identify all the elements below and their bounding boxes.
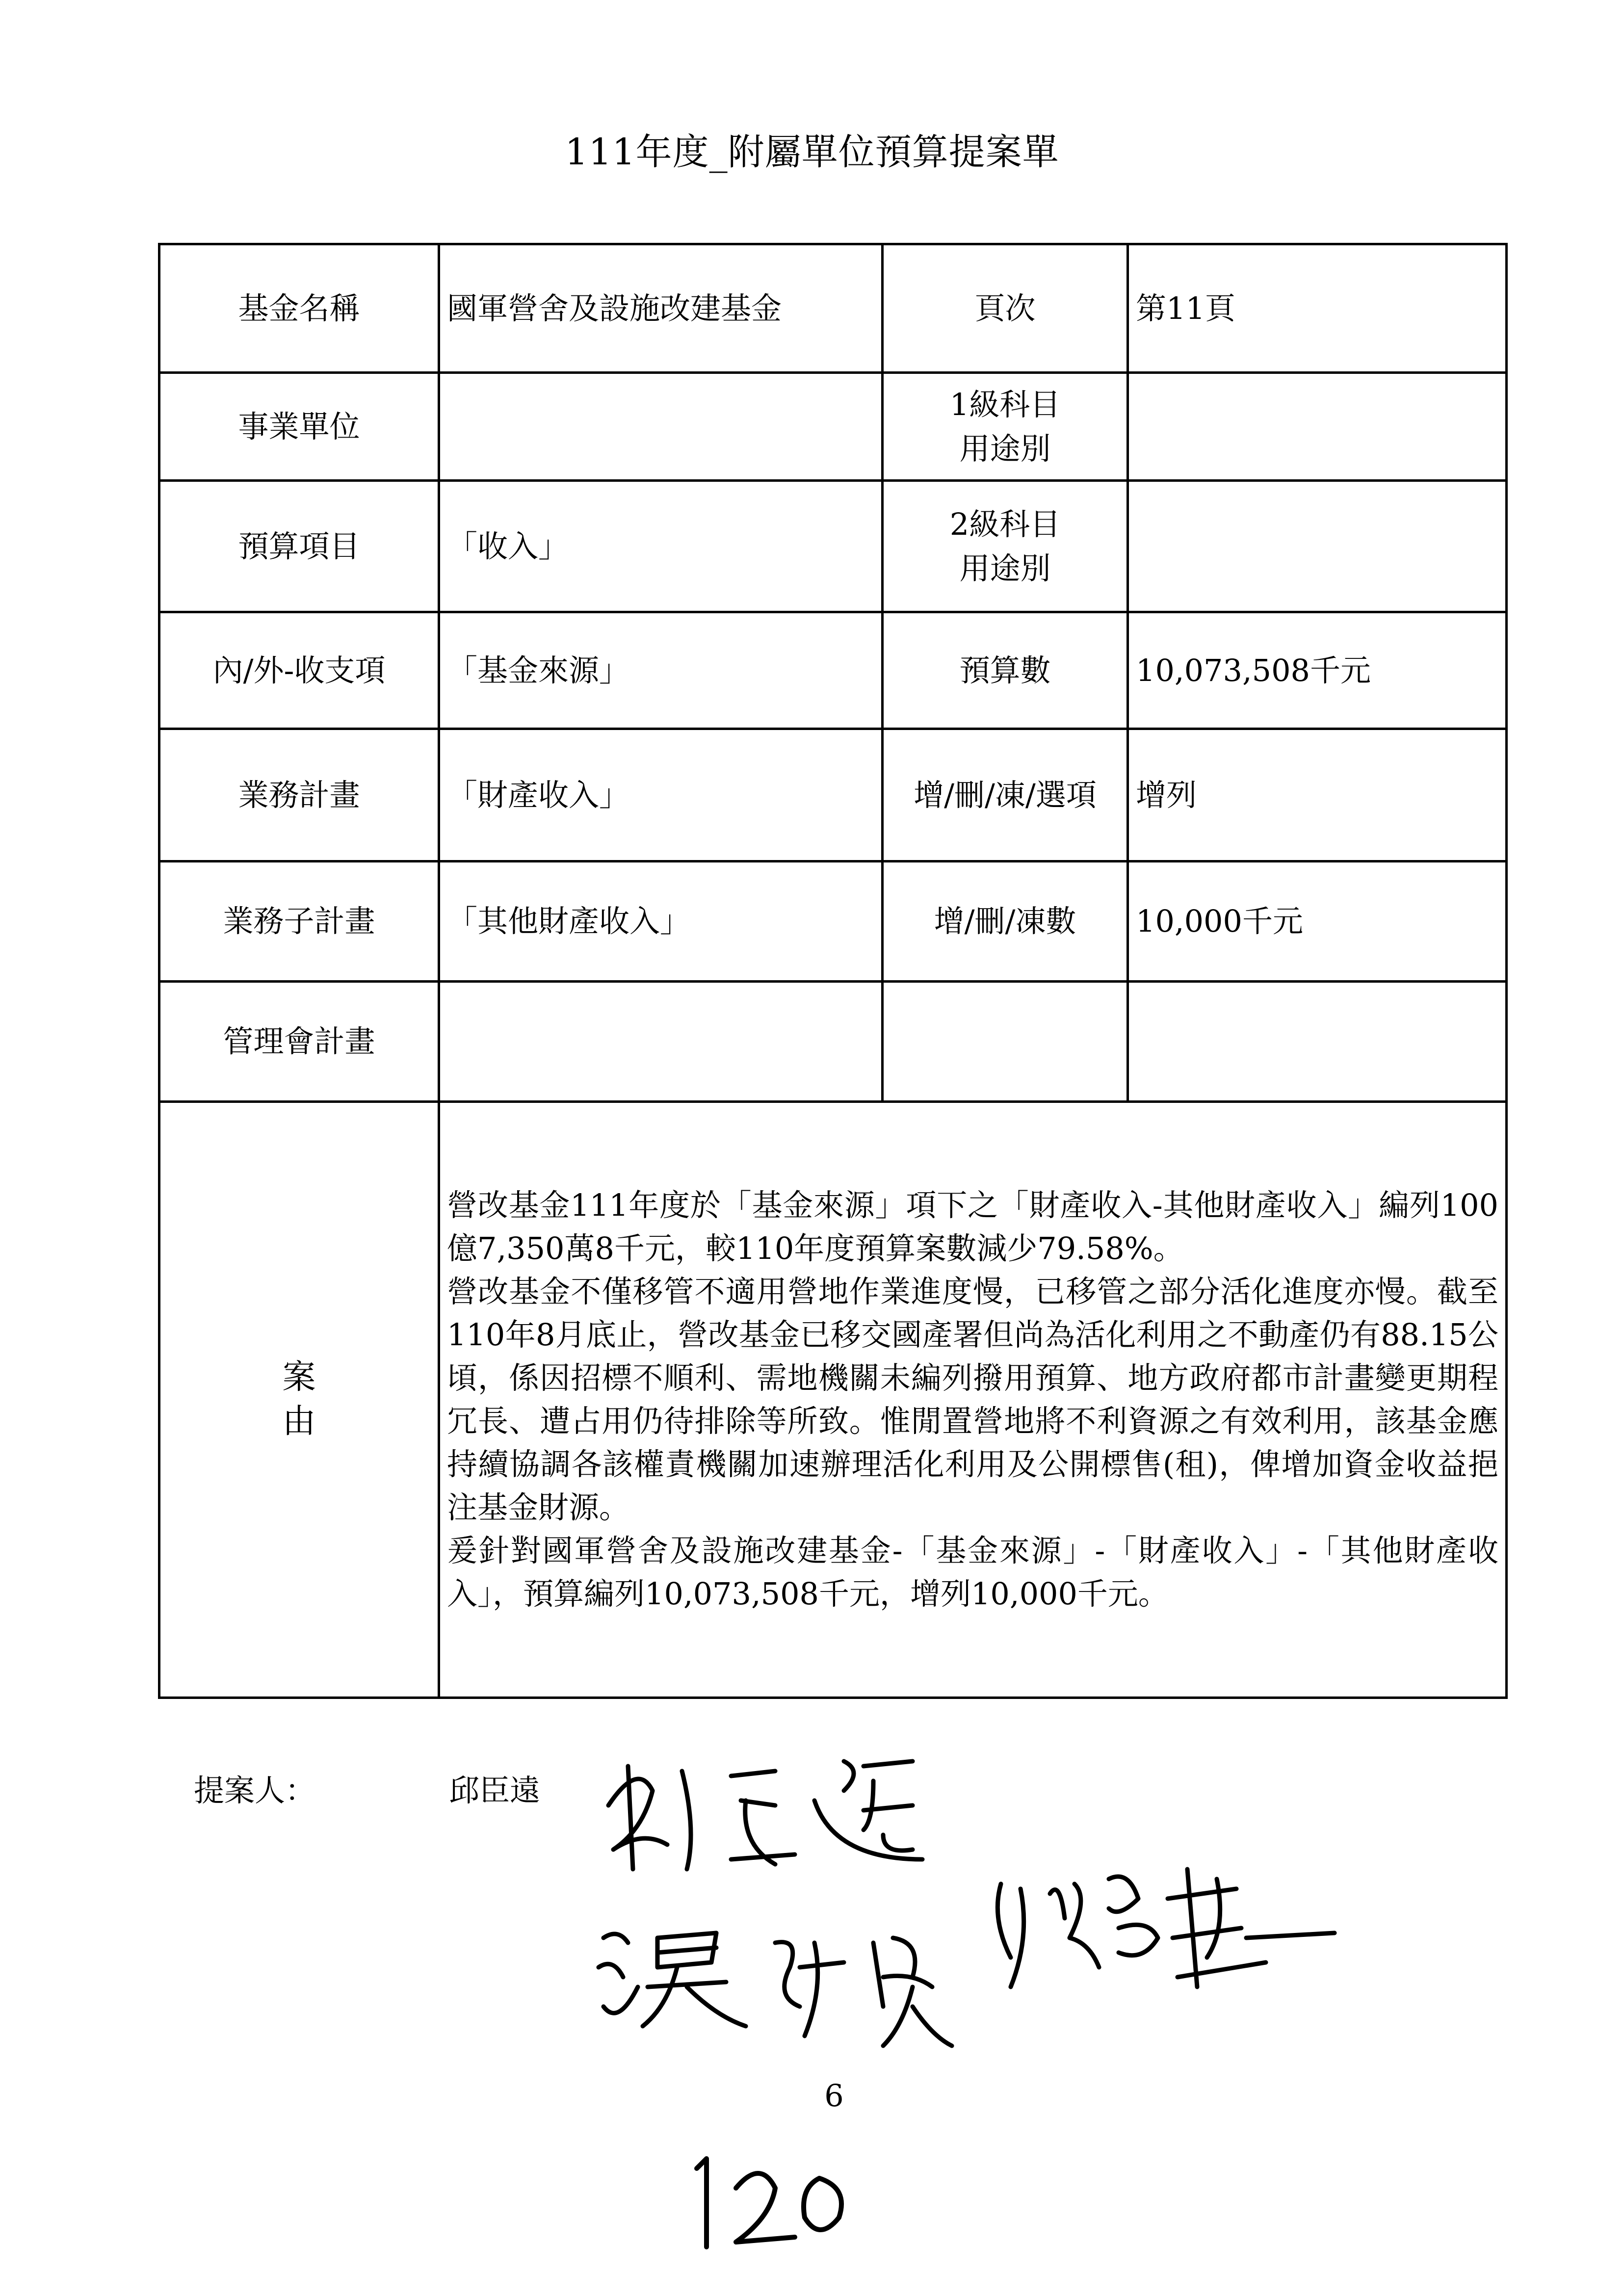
fund-name-label: 基金名稱 — [159, 244, 439, 373]
form-row-revenue-expense — [159, 612, 1507, 729]
business-plan-value: 「財產收入」 — [439, 729, 883, 861]
action-option-label: 增/刪/凍/選項 — [883, 729, 1128, 861]
reason-paragraph-1: 營改基金111年度於「基金來源」項下之「財產收入-其他財產收入」編列100億7,350萬8千元，較110年度預算案數減少79.58%。 — [447, 1187, 1498, 1266]
level1-subject-label — [883, 373, 1128, 481]
business-unit-value — [439, 373, 883, 481]
form-row-business-unit — [159, 373, 1507, 481]
form-row-budget-item — [159, 481, 1507, 612]
proposal-form-table — [158, 243, 1508, 1699]
form-row-business-plan — [159, 729, 1507, 861]
revenue-expense-label: 內/外-收支項 — [159, 612, 439, 729]
signature-2 — [599, 1933, 952, 2046]
budget-item-label: 預算項目 — [159, 481, 439, 612]
reason-body — [439, 1102, 1507, 1698]
form-row-reason — [159, 1102, 1507, 1698]
proposer-name: 邱臣遠 — [449, 1773, 541, 1808]
form-row-fund-name — [159, 244, 1507, 373]
page-ref-label: 頁次 — [883, 244, 1128, 373]
signature-1 — [608, 1761, 922, 1869]
fund-name-value: 國軍營舍及設施改建基金 — [439, 244, 883, 373]
reason-paragraph-2: 營改基金不僅移管不適用營地作業進度慢，已移管之部分活化進度亦慢。截至110年8月底止，營改基金已移交國產署但尚為活化利用之不動產仍有88.15公頃，係因招標不順利、需地機關未編列撥用預算、地方政府都市計畫變更期程冗長、遭占用仍待排除等所致。惟閒置營地將不利資源之有效利用，該基金應持續協調各該權責機關加速辦理活化利用及公開標售(租)，俾增加資金收益挹注基金財源。 — [447, 1274, 1498, 1525]
handwritten-page-number — [677, 2149, 864, 2257]
signature-3 — [997, 1869, 1335, 1987]
level2-subject-label — [883, 481, 1128, 612]
business-unit-label: 事業單位 — [159, 373, 439, 481]
page-ref-value: 第11頁 — [1128, 244, 1507, 373]
level1-subject-value — [1128, 373, 1507, 481]
management-accounting-value — [439, 982, 883, 1102]
form-row-business-subplan — [159, 861, 1507, 982]
reason-label-cell — [159, 1102, 439, 1698]
level2-subject-label-line2: 用途別 — [959, 550, 1051, 586]
business-plan-label: 業務計畫 — [159, 729, 439, 861]
business-subplan-value: 「其他財產收入」 — [439, 861, 883, 982]
level1-subject-label-line2: 用途別 — [959, 430, 1051, 467]
business-subplan-label: 業務子計畫 — [159, 861, 439, 982]
management-accounting-extra-label — [883, 982, 1128, 1102]
budget-amount-value: 10,073,508千元 — [1128, 612, 1507, 729]
management-accounting-label: 管理會計畫 — [159, 982, 439, 1102]
proposer-label: 提案人： — [194, 1773, 316, 1808]
level1-subject-label-line1: 1級科目 — [949, 386, 1061, 422]
handwritten-signatures — [569, 1732, 1452, 2105]
budget-amount-label: 預算數 — [883, 612, 1128, 729]
management-accounting-extra-value — [1128, 982, 1507, 1102]
page-title: 111年度_附屬單位預算提案單 — [565, 131, 1059, 173]
level2-subject-value — [1128, 481, 1507, 612]
revenue-expense-value: 「基金來源」 — [439, 612, 883, 729]
action-amount-value: 10,000千元 — [1128, 861, 1507, 982]
form-row-management-accounting — [159, 982, 1507, 1102]
action-option-value: 增列 — [1128, 729, 1507, 861]
budget-item-value: 「收入」 — [439, 481, 883, 612]
page-number: 6 — [824, 2078, 844, 2113]
reason-label: 案由 — [282, 1357, 404, 1441]
action-amount-label: 增/刪/凍數 — [883, 861, 1128, 982]
reason-paragraph-3: 爰針對國軍營舍及設施改建基金-「基金來源」-「財產收入」-「其他財產收入」，預算編列10,073,508千元，增列10,000千元。 — [447, 1533, 1498, 1612]
level2-subject-label-line1: 2級科目 — [949, 506, 1061, 542]
